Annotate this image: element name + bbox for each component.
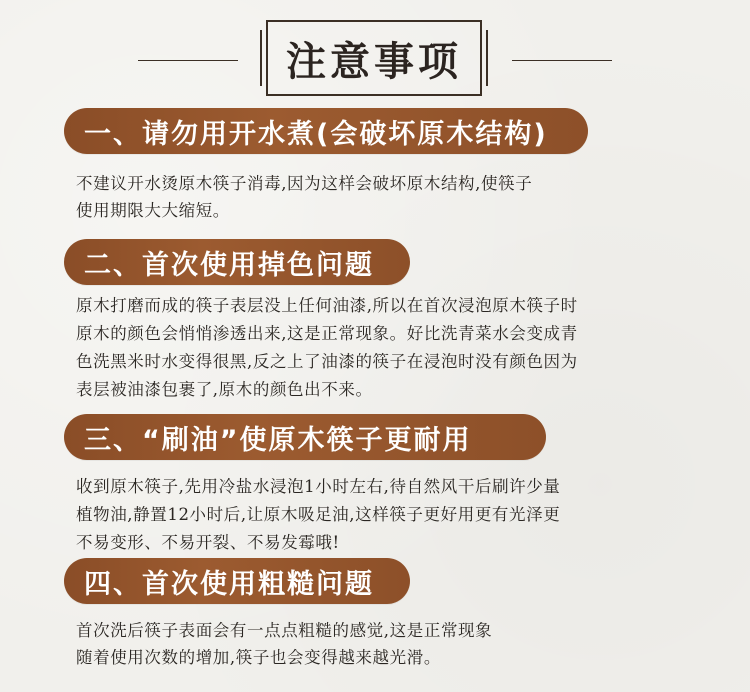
- section-2-line-3: 色洗黑米时水变得很黑,反之上了油漆的筷子在浸泡时没有颜色因为: [76, 352, 578, 371]
- section-4-heading: 四、首次使用粗糙问题: [64, 558, 410, 604]
- section-4-line-1: 首次洗后筷子表面会有一点点粗糙的感觉,这是正常现象: [76, 621, 493, 640]
- section-3-line-1: 收到原木筷子,先用冷盐水浸泡1小时左右,待自然风干后刷许少量: [76, 477, 561, 496]
- page-title: 注意事项: [286, 38, 462, 85]
- section-2-line-1: 原木打磨而成的筷子表层没上任何油漆,所以在首次浸泡原木筷子时: [76, 296, 578, 315]
- section-1-heading: 一、请勿用开水煮(会破坏原木结构): [64, 108, 588, 154]
- title-block: [0, 14, 750, 100]
- title-rule-right: [512, 60, 612, 61]
- section-2-line-2: 原木的颜色会悄悄渗透出来,这是正常现象。好比洗青菜水会变成青: [76, 324, 578, 343]
- section-3-line-2: 植物油,静置12小时后,让原木吸足油,这样筷子更好用更有光泽更: [76, 505, 561, 524]
- section-1-line-1: 不建议开水烫原木筷子消毒,因为这样会破坏原木结构,使筷子: [76, 174, 533, 193]
- section-1-line-2: 使用期限大大缩短。: [76, 201, 230, 220]
- section-3-heading: 三、“刷油”使原木筷子更耐用: [64, 414, 546, 460]
- section-4-line-2: 随着使用次数的增加,筷子也会变得越来越光滑。: [76, 648, 441, 667]
- section-4-body: [76, 617, 704, 671]
- title-rule-left: [138, 60, 238, 61]
- section-1-body: [76, 170, 704, 224]
- section-2-heading: 二、首次使用掉色问题: [64, 239, 410, 285]
- section-2-body: [76, 292, 704, 404]
- section-3-body: [76, 473, 704, 557]
- title-frame: [266, 20, 482, 96]
- section-3-line-3: 不易变形、不易开裂、不易发霉哦!: [76, 533, 340, 552]
- section-2-line-4: 表层被油漆包裹了,原木的颜色出不来。: [76, 380, 373, 399]
